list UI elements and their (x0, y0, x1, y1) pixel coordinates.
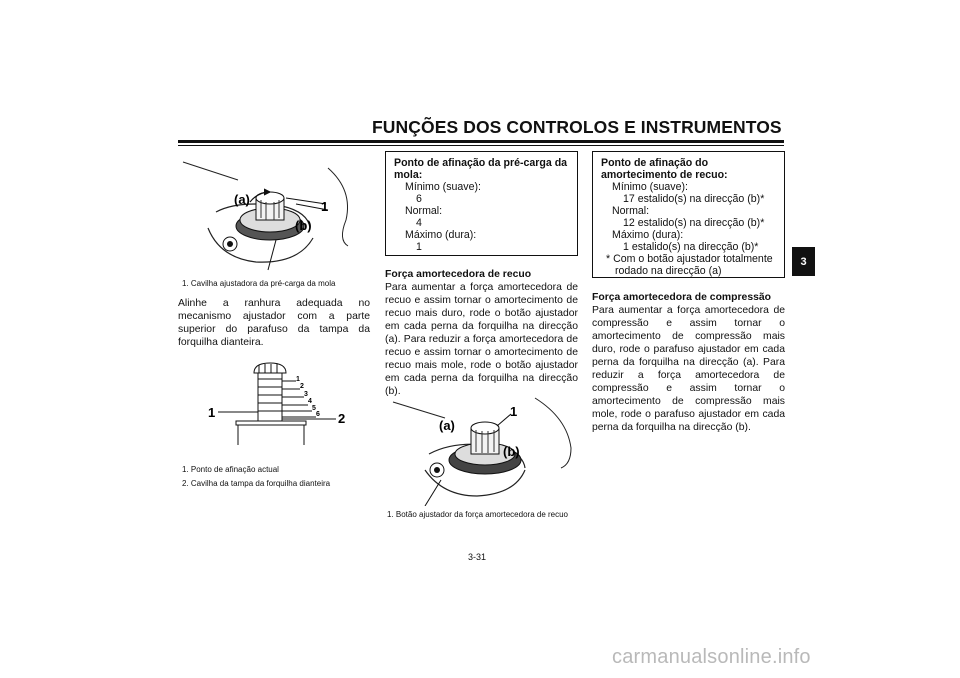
preload-scale-illustration (196, 355, 356, 447)
header-rule-thin (178, 145, 784, 146)
spec-line: Máximo (dura): (405, 229, 477, 241)
page-number: 3-31 (468, 552, 487, 562)
rebound-paragraph: Para aumentar a força amortecedora de recuo e assim tornar o amortecimento de recuo mais duro, rode o botão ajustador em cada perna da forquilha na direcção (a). Para reduzir a força amortecedora de recuo e assim tornar o amortecimento de recuo mais mole, rode o botão ajustador em cada perna da forquilha na direcção (b). (385, 282, 578, 397)
fig1-label-a: (a) (234, 192, 250, 207)
spec-line: Mínimo (suave): (405, 181, 481, 193)
watermark: carmanualsonline.info (612, 646, 811, 668)
fig3-label-1: 1 (510, 404, 518, 419)
fig1-label-1: 1 (321, 199, 329, 214)
col3-text (592, 291, 785, 434)
fig2-caption-2: 2. Cavilha da tampa da forquilha dianteira (182, 479, 331, 488)
header-rule (178, 140, 784, 143)
spec-line: 1 (416, 241, 422, 253)
spec-line: 4 (416, 217, 422, 229)
chapter-tab: 3 (792, 247, 815, 276)
fig1-caption: 1. Cavilha ajustadora da pré-carga da mola (182, 279, 336, 288)
fig3-label-a: (a) (439, 418, 455, 433)
compression-heading: Força amortecedora de compressão (592, 292, 772, 303)
rebound-heading: Força amortecedora de recuo (385, 269, 532, 280)
rebound-spec-heading: Ponto de afinação do amortecimento de recuo: (601, 157, 728, 181)
fig3-caption: 1. Botão ajustador da força amortecedora de recuo (387, 510, 568, 519)
col1-paragraph: Alinhe a ranhura adequada no mecanismo ajustador com a parte superior do parafuso da tampa da forquilha dianteira. (178, 298, 370, 348)
scale-2: 2 (300, 383, 304, 390)
spring-preload-adjuster-illustration (178, 150, 370, 274)
fig3-label-b: (b) (503, 444, 520, 459)
rebound-adjuster-illustration (385, 388, 578, 506)
preload-spec-box (385, 151, 578, 256)
spec-line: Normal: (612, 205, 650, 217)
spec-line: 17 estalido(s) na direcção (b)* (623, 193, 765, 205)
page-title: FUNÇÕES DOS CONTROLOS E INSTRUMENTOS (372, 117, 782, 137)
fig2-caption-1: 1. Ponto de afinação actual (182, 465, 279, 474)
spec-line: Mínimo (suave): (612, 181, 688, 193)
spec-line: Máximo (dura): (612, 229, 684, 241)
col2-text (385, 268, 578, 398)
scale-5: 5 (312, 405, 316, 412)
compression-paragraph: Para aumentar a força amortecedora de compressão e assim tornar o amortecimento de compressão mais duro, rode o parafuso ajustador em cada perna da forquilha na direcção (a). Para reduzir a força amortecedora de compressão e assim tornar o amortecimento de compressão mais mole, rode o parafuso ajustador em cada perna da forquilha na direcção (b). (592, 305, 785, 433)
spec-line: 12 estalido(s) na direcção (b)* (623, 217, 765, 229)
preload-spec-heading: Ponto de afinação da pré-carga da mola: (394, 157, 568, 181)
spec-line: 1 estalido(s) na direcção (b)* (623, 241, 759, 253)
spec-footnote: * Com o botão ajustador totalmente rodado na direcção (a) (606, 253, 773, 277)
fig2-label-1: 1 (208, 405, 216, 420)
spec-line: 6 (416, 193, 422, 205)
scale-4: 4 (308, 398, 312, 405)
fig2-label-2: 2 (338, 411, 346, 426)
scale-6: 6 (316, 411, 320, 418)
rebound-spec-box (592, 151, 785, 278)
fig1-label-b: (b) (295, 218, 312, 233)
scale-1: 1 (296, 376, 300, 383)
spec-line: Normal: (405, 205, 443, 217)
scale-3: 3 (304, 391, 308, 398)
